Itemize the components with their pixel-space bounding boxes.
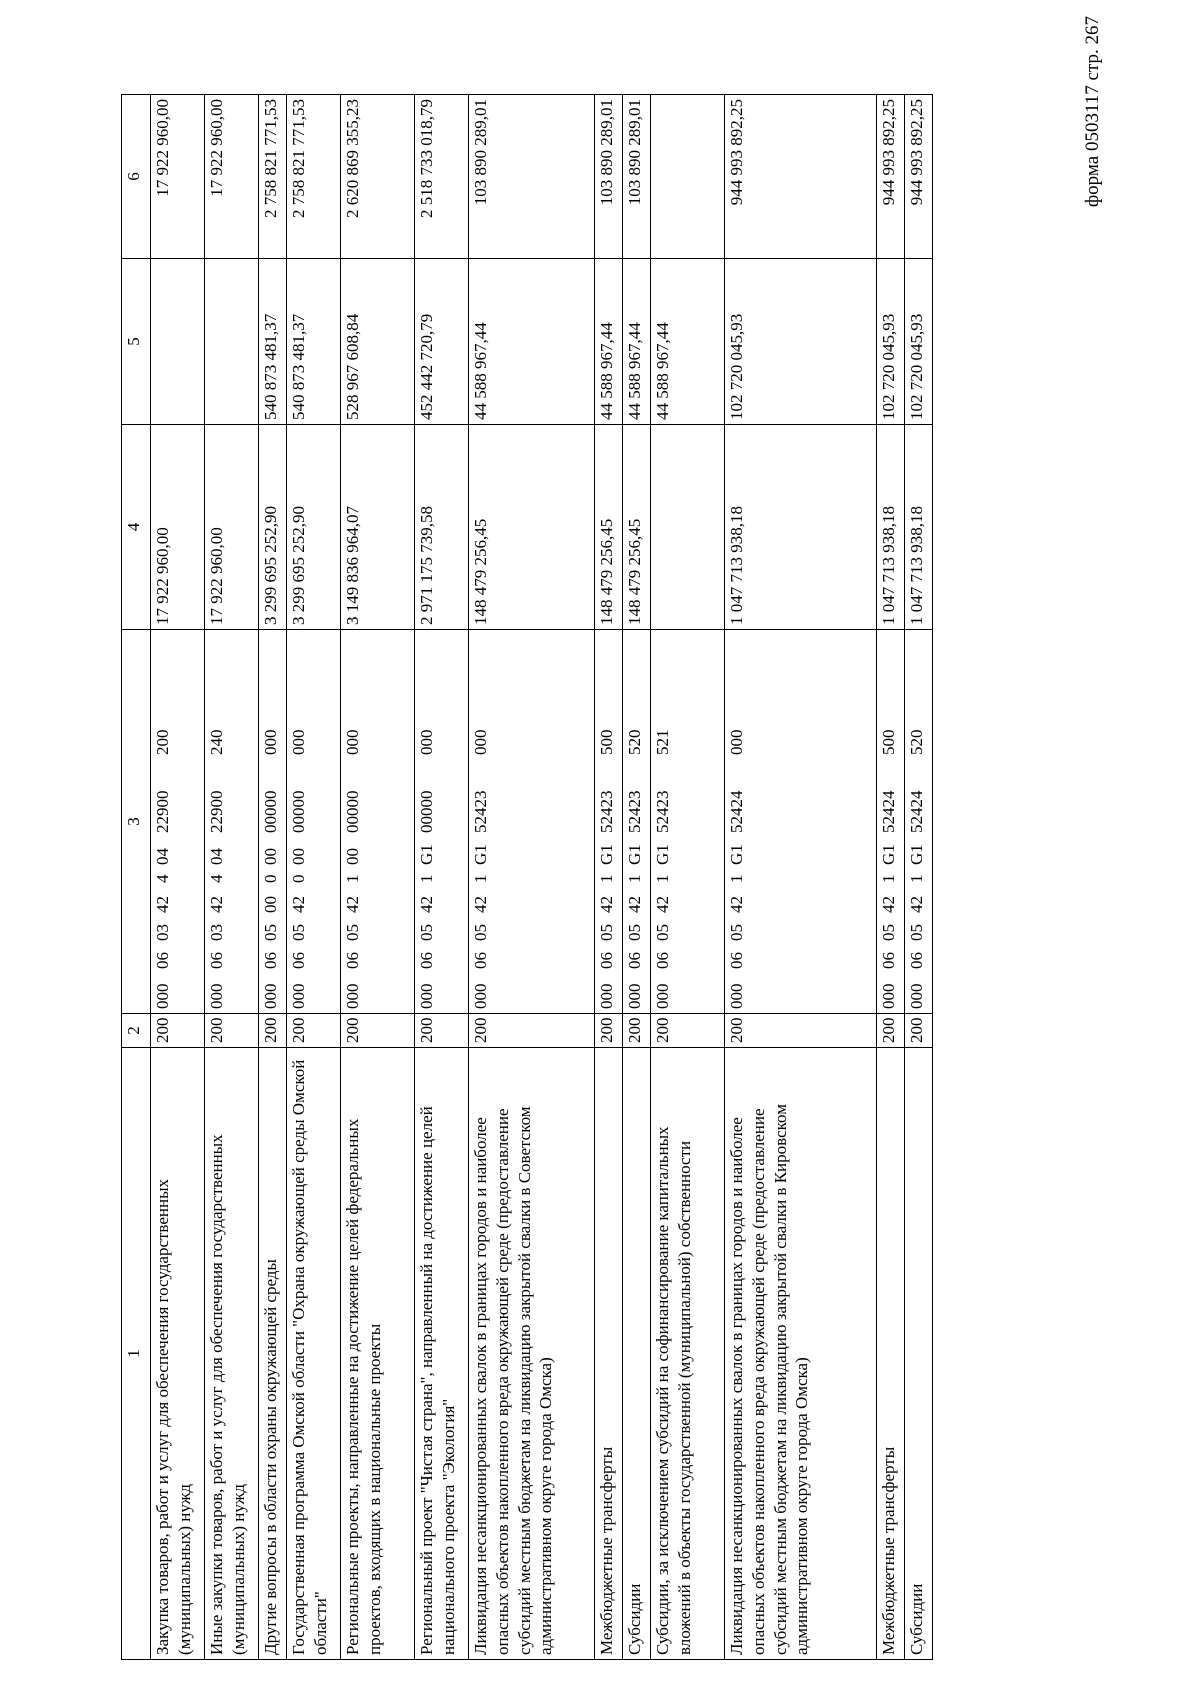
line-code-cell: 200 — [341, 1014, 415, 1048]
code-segment: 06 — [625, 952, 644, 969]
rotated-table-wrapper — [121, 95, 1051, 1660]
code-segment: 4 — [207, 874, 226, 883]
code-segment: 42 — [879, 896, 898, 913]
executed-amount-cell: 102 720 045,93 — [905, 259, 933, 425]
approved-amount-cell: 1 047 713 938,18 — [877, 425, 905, 630]
code-segment: 500 — [597, 729, 616, 755]
code-segment: G1 — [879, 844, 898, 865]
code-segment: 05 — [417, 924, 436, 941]
code-segment: 000 — [625, 983, 644, 1009]
code-segment: 06 — [653, 952, 672, 969]
line-code-cell: 200 — [205, 1014, 259, 1048]
table-row — [623, 95, 651, 1660]
table-row — [341, 95, 415, 1660]
approved-amount-cell — [651, 425, 725, 630]
code-segment: G1 — [417, 844, 436, 865]
code-segment: 42 — [207, 896, 226, 913]
executed-amount-cell: 102 720 045,93 — [725, 259, 877, 425]
code-segment: 42 — [417, 896, 436, 913]
budget-code-cell — [905, 630, 933, 1014]
code-segment: 0 — [261, 874, 280, 883]
code-segment: G1 — [653, 844, 672, 865]
code-segment: 05 — [343, 924, 362, 941]
executed-amount-cell: 44 588 967,44 — [469, 259, 595, 425]
budget-code-cell — [469, 630, 595, 1014]
code-segment: 0 — [289, 874, 308, 883]
code-segment: G1 — [471, 844, 490, 865]
row-name-cell: Субсидии — [623, 1048, 651, 1660]
table-row — [415, 95, 469, 1660]
budget-table — [121, 94, 933, 1660]
budget-code-cell — [877, 630, 905, 1014]
line-code-cell: 200 — [595, 1014, 623, 1048]
line-code-cell: 200 — [725, 1014, 877, 1048]
approved-amount-cell: 3 149 836 964,07 — [341, 425, 415, 630]
budget-code-cell — [151, 630, 205, 1014]
code-segment: 05 — [625, 924, 644, 941]
column-header: 3 — [122, 630, 151, 1014]
code-segment: 000 — [879, 983, 898, 1009]
table-row — [595, 95, 623, 1660]
row-name-cell: Закупка товаров, работ и услуг для обеспечения государственных (муниципальных) нужд — [151, 1048, 205, 1660]
code-segment: 520 — [625, 729, 644, 755]
budget-code-cell — [259, 630, 287, 1014]
table-row — [905, 95, 933, 1660]
code-segment: 1 — [625, 874, 644, 883]
code-segment: 52424 — [727, 790, 746, 833]
code-segment: 000 — [907, 983, 926, 1009]
unexecuted-amount-cell: 2 518 733 018,79 — [415, 95, 469, 259]
budget-code-cell — [623, 630, 651, 1014]
row-name-cell: Ликвидация несанкционированных свалок в границах городов и наиболее опасных объектов накопленного вреда окружающей среде (предоставление субсидий местным бюджетам на ликвидацию закрытой свалки в Советском административном округе города Омска) — [469, 1048, 595, 1660]
code-segment: 03 — [207, 924, 226, 941]
approved-amount-cell: 17 922 960,00 — [205, 425, 259, 630]
code-segment: 42 — [153, 896, 172, 913]
code-segment: 05 — [727, 924, 746, 941]
code-segment: 000 — [727, 983, 746, 1009]
code-segment: 1 — [879, 874, 898, 883]
budget-code-cell — [595, 630, 623, 1014]
code-segment: 00 — [261, 896, 280, 913]
code-segment: 06 — [289, 952, 308, 969]
code-segment: 520 — [907, 729, 926, 755]
code-segment: 1 — [343, 874, 362, 883]
unexecuted-amount-cell: 17 922 960,00 — [205, 95, 259, 259]
code-segment: 04 — [153, 848, 172, 865]
line-code-cell: 200 — [469, 1014, 595, 1048]
unexecuted-amount-cell: 2 620 869 355,23 — [341, 95, 415, 259]
unexecuted-amount-cell: 944 993 892,25 — [877, 95, 905, 259]
column-header: 5 — [122, 259, 151, 425]
code-segment: G1 — [727, 844, 746, 865]
row-name-cell: Иные закупки товаров, работ и услуг для обеспечения государственных (муниципальных) нужд — [205, 1048, 259, 1660]
table-row — [651, 95, 725, 1660]
code-segment: 00 — [261, 848, 280, 865]
code-segment: 42 — [653, 896, 672, 913]
approved-amount-cell: 148 479 256,45 — [623, 425, 651, 630]
code-segment: 42 — [597, 896, 616, 913]
line-code-cell: 200 — [651, 1014, 725, 1048]
unexecuted-amount-cell: 103 890 289,01 — [623, 95, 651, 259]
code-segment: 42 — [289, 896, 308, 913]
unexecuted-amount-cell: 103 890 289,01 — [469, 95, 595, 259]
table-row — [877, 95, 905, 1660]
code-segment: 000 — [343, 983, 362, 1009]
line-code-cell: 200 — [905, 1014, 933, 1048]
approved-amount-cell: 148 479 256,45 — [595, 425, 623, 630]
budget-code-cell — [205, 630, 259, 1014]
row-name-cell: Субсидии, за исключением субсидий на софинансирование капитальных вложений в объекты государственной (муниципальной) собственности — [651, 1048, 725, 1660]
code-segment: 22900 — [153, 790, 172, 833]
code-segment: 1 — [653, 874, 672, 883]
executed-amount-cell — [205, 259, 259, 425]
budget-code-cell — [287, 630, 341, 1014]
code-segment: 52423 — [625, 790, 644, 833]
code-segment: G1 — [625, 844, 644, 865]
code-segment: 05 — [653, 924, 672, 941]
executed-amount-cell: 44 588 967,44 — [595, 259, 623, 425]
approved-amount-cell: 1 047 713 938,18 — [725, 425, 877, 630]
table-row — [151, 95, 205, 1660]
code-segment: 00000 — [417, 790, 436, 833]
executed-amount-cell: 44 588 967,44 — [651, 259, 725, 425]
executed-amount-cell — [151, 259, 205, 425]
code-segment: 06 — [153, 952, 172, 969]
approved-amount-cell: 3 299 695 252,90 — [287, 425, 341, 630]
code-segment: 06 — [879, 952, 898, 969]
code-segment: 06 — [907, 952, 926, 969]
code-segment: 06 — [727, 952, 746, 969]
line-code-cell: 200 — [623, 1014, 651, 1048]
code-segment: 000 — [653, 983, 672, 1009]
code-segment: 521 — [653, 729, 672, 755]
code-segment: 52424 — [879, 790, 898, 833]
code-segment: 1 — [417, 874, 436, 883]
code-segment: 240 — [207, 729, 226, 755]
code-segment: 42 — [727, 896, 746, 913]
code-segment: 52423 — [597, 790, 616, 833]
code-segment: 4 — [153, 874, 172, 883]
code-segment: 00 — [343, 848, 362, 865]
unexecuted-amount-cell: 2 758 821 771,53 — [287, 95, 341, 259]
code-segment: 06 — [261, 952, 280, 969]
code-segment: 42 — [343, 896, 362, 913]
form-label: форма 0503117 стр. 267 — [1082, 16, 1103, 208]
code-segment: 22900 — [207, 790, 226, 833]
budget-code-cell — [651, 630, 725, 1014]
unexecuted-amount-cell — [651, 95, 725, 259]
unexecuted-amount-cell: 103 890 289,01 — [595, 95, 623, 259]
code-segment: 06 — [207, 952, 226, 969]
code-segment: 00000 — [343, 790, 362, 833]
code-segment: 000 — [153, 983, 172, 1009]
code-segment: 00000 — [261, 790, 280, 833]
table-row — [259, 95, 287, 1660]
code-segment: 000 — [597, 983, 616, 1009]
code-segment: 05 — [597, 924, 616, 941]
approved-amount-cell: 1 047 713 938,18 — [905, 425, 933, 630]
row-name-cell: Межбюджетные трансферты — [877, 1048, 905, 1660]
budget-code-cell — [415, 630, 469, 1014]
budget-code-cell — [725, 630, 877, 1014]
code-segment: 42 — [907, 896, 926, 913]
code-segment: 05 — [471, 924, 490, 941]
line-code-cell: 200 — [415, 1014, 469, 1048]
code-segment: 1 — [597, 874, 616, 883]
code-segment: 05 — [879, 924, 898, 941]
code-segment: 03 — [153, 924, 172, 941]
executed-amount-cell: 528 967 608,84 — [341, 259, 415, 425]
line-code-cell: 200 — [877, 1014, 905, 1048]
code-segment: 000 — [417, 983, 436, 1009]
code-segment: 000 — [207, 983, 226, 1009]
table-row — [469, 95, 595, 1660]
code-segment: 06 — [417, 952, 436, 969]
executed-amount-cell: 540 873 481,37 — [287, 259, 341, 425]
row-name-cell: Межбюджетные трансферты — [595, 1048, 623, 1660]
table-row — [725, 95, 877, 1660]
code-segment: G1 — [597, 844, 616, 865]
approved-amount-cell: 3 299 695 252,90 — [259, 425, 287, 630]
code-segment: 05 — [289, 924, 308, 941]
code-segment: 000 — [289, 729, 308, 755]
code-segment: 000 — [261, 983, 280, 1009]
row-name-cell: Субсидии — [905, 1048, 933, 1660]
column-number-row — [122, 95, 151, 1660]
table-row — [287, 95, 341, 1660]
line-code-cell: 200 — [287, 1014, 341, 1048]
code-segment: 000 — [261, 729, 280, 755]
unexecuted-amount-cell: 17 922 960,00 — [151, 95, 205, 259]
code-segment: 52424 — [907, 790, 926, 833]
code-segment: 06 — [597, 952, 616, 969]
code-segment: 000 — [471, 983, 490, 1009]
approved-amount-cell: 148 479 256,45 — [469, 425, 595, 630]
row-name-cell: Другие вопросы в области охраны окружающей среды — [259, 1048, 287, 1660]
code-segment: 200 — [153, 729, 172, 755]
budget-code-cell — [341, 630, 415, 1014]
code-segment: 000 — [417, 729, 436, 755]
code-segment: 42 — [471, 896, 490, 913]
row-name-cell: Ликвидация несанкционированных свалок в границах городов и наиболее опасных объектов накопленного вреда окружающей среде (предоставление субсидий местным бюджетам на ликвидацию закрытой свалки в Кировском административном округе города Омска) — [725, 1048, 877, 1660]
code-segment: 05 — [907, 924, 926, 941]
code-segment: 1 — [907, 874, 926, 883]
code-segment: G1 — [907, 844, 926, 865]
code-segment: 00 — [289, 848, 308, 865]
column-header: 2 — [122, 1014, 151, 1048]
approved-amount-cell: 17 922 960,00 — [151, 425, 205, 630]
executed-amount-cell: 452 442 720,79 — [415, 259, 469, 425]
code-segment: 1 — [471, 874, 490, 883]
column-header: 1 — [122, 1048, 151, 1660]
code-segment: 000 — [289, 983, 308, 1009]
code-segment: 52423 — [653, 790, 672, 833]
table-row — [205, 95, 259, 1660]
code-segment: 05 — [261, 924, 280, 941]
code-segment: 00000 — [289, 790, 308, 833]
code-segment: 500 — [879, 729, 898, 755]
approved-amount-cell: 2 971 175 739,58 — [415, 425, 469, 630]
unexecuted-amount-cell: 2 758 821 771,53 — [259, 95, 287, 259]
row-name-cell: Региональный проект "Чистая страна", направленный на достижение целей национального проекта "Экология" — [415, 1048, 469, 1660]
code-segment: 000 — [471, 729, 490, 755]
code-segment: 04 — [207, 848, 226, 865]
code-segment: 1 — [727, 874, 746, 883]
code-segment: 06 — [343, 952, 362, 969]
table-body — [151, 95, 933, 1660]
code-segment: 42 — [625, 896, 644, 913]
row-name-cell: Государственная программа Омской области "Охрана окружающей среды Омской области" — [287, 1048, 341, 1660]
executed-amount-cell: 102 720 045,93 — [877, 259, 905, 425]
unexecuted-amount-cell: 944 993 892,25 — [725, 95, 877, 259]
row-name-cell: Региональные проекты, направленные на достижение целей федеральных проектов, входящих в национальные проекты — [341, 1048, 415, 1660]
code-segment: 000 — [343, 729, 362, 755]
unexecuted-amount-cell: 944 993 892,25 — [905, 95, 933, 259]
executed-amount-cell: 44 588 967,44 — [623, 259, 651, 425]
column-header: 6 — [122, 95, 151, 259]
code-segment: 06 — [471, 952, 490, 969]
column-header: 4 — [122, 425, 151, 630]
executed-amount-cell: 540 873 481,37 — [259, 259, 287, 425]
code-segment: 52423 — [471, 790, 490, 833]
code-segment: 000 — [727, 729, 746, 755]
line-code-cell: 200 — [151, 1014, 205, 1048]
line-code-cell: 200 — [259, 1014, 287, 1048]
